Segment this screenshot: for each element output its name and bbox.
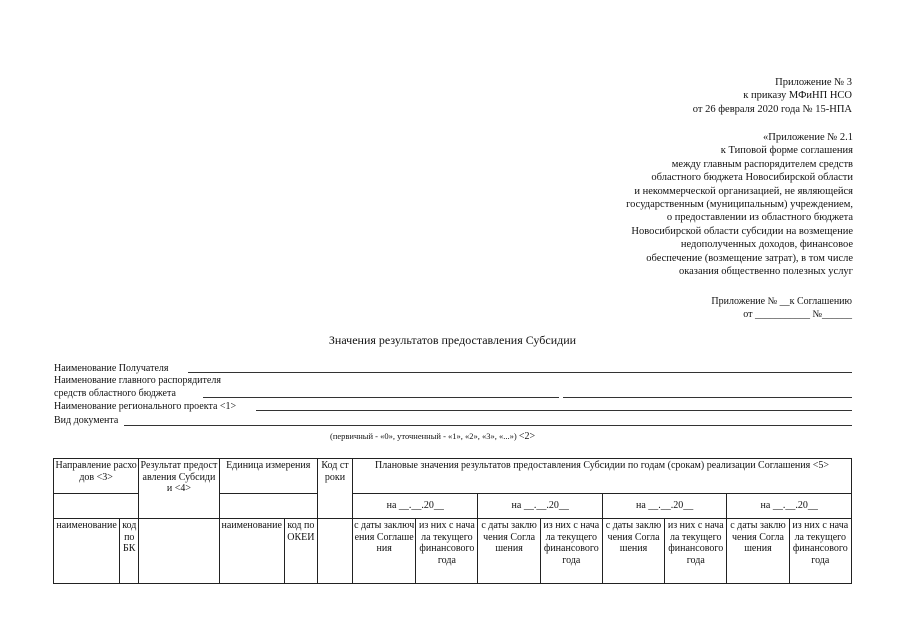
header-unit-name: наименование bbox=[219, 519, 284, 584]
appendix-line: между главным распорядителем средств bbox=[671, 158, 853, 170]
header-period-4: на __.__.20__ bbox=[727, 494, 852, 519]
header-from-date-4: с даты заключения Соглашения bbox=[727, 519, 789, 584]
header-unit-spacer bbox=[219, 494, 317, 519]
doc-type-note-text: (первичный - «0», уточненный - «1», «2», «3», «...») bbox=[330, 431, 517, 441]
document-title: Значения результатов предоставления Субсидии bbox=[328, 333, 577, 347]
doc-type-label: Вид документа bbox=[54, 415, 119, 426]
doc-type-note bbox=[330, 431, 535, 442]
header-unit-code-okei: код по ОКЕИ bbox=[284, 519, 317, 584]
agreement-line-1: Приложение № __к Соглашению bbox=[711, 296, 852, 307]
appendix-line: и некоммерческой организацией, не являющейся bbox=[634, 185, 853, 197]
agreement-attachment-header bbox=[711, 295, 852, 321]
table-header-row-3 bbox=[54, 519, 852, 584]
header-from-year-3: из них с начала текущего финансового года bbox=[665, 519, 727, 584]
project-field-line bbox=[256, 410, 852, 411]
header-line-code-body bbox=[317, 519, 352, 584]
order-line-2: к приказу МФиНП НСО bbox=[743, 90, 852, 102]
doc-type-note-ref: <2> bbox=[518, 431, 536, 442]
appendix-line: Новосибирской области субсидии на возмещение bbox=[631, 225, 853, 237]
header-result: Результат предоставления Субсидии <4> bbox=[139, 459, 219, 519]
header-from-date-1: с даты заключения Соглашения bbox=[353, 519, 416, 584]
order-attachment-header bbox=[693, 76, 852, 116]
appendix-line: недополученных доходов, финансовое bbox=[680, 239, 853, 251]
manager-field-line-2 bbox=[563, 397, 852, 398]
header-from-year-4: из них с начала текущего финансового года bbox=[789, 519, 851, 584]
appendix-line: обеспечение (возмещение затрат), в том числе bbox=[646, 252, 853, 264]
header-direction: Направление расходов <3> bbox=[54, 459, 139, 494]
header-direction-spacer bbox=[54, 494, 139, 519]
manager-label-line-2: средств областного бюджета bbox=[54, 388, 176, 399]
table-header-row-1 bbox=[54, 459, 852, 494]
results-table bbox=[53, 458, 852, 584]
header-line-code: Код строки bbox=[317, 459, 352, 519]
agreement-line-2: от ___________ №______ bbox=[743, 309, 852, 320]
header-period-2: на __.__.20__ bbox=[478, 494, 602, 519]
header-from-year-2: из них с начала текущего финансового года bbox=[540, 519, 602, 584]
header-direction-code-bk: код по БК bbox=[120, 519, 139, 584]
appendix-header bbox=[626, 131, 853, 278]
appendix-line: «Приложение № 2.1 bbox=[763, 132, 853, 143]
header-unit: Единица измерения bbox=[219, 459, 317, 494]
header-direction-name: наименование bbox=[54, 519, 120, 584]
manager-field-line bbox=[203, 397, 559, 398]
order-line-1: Приложение № 3 bbox=[775, 77, 852, 88]
manager-label-line-1: Наименование главного распорядителя bbox=[54, 375, 221, 386]
appendix-line: о предоставлении из областного бюджета bbox=[666, 212, 853, 224]
header-from-year-1: из них с начала текущего финансового года bbox=[416, 519, 478, 584]
header-period-1: на __.__.20__ bbox=[353, 494, 478, 519]
header-plan-values: Плановые значения результатов предоставления Субсидии по годам (срокам) реализации Соглашения <5> bbox=[353, 459, 852, 494]
appendix-line: областного бюджета Новосибирской области bbox=[651, 172, 853, 184]
header-result-body bbox=[139, 519, 219, 584]
project-label: Наименование регионального проекта <1> bbox=[54, 401, 237, 412]
order-line-3: от 26 февраля 2020 года № 15-НПА bbox=[692, 103, 852, 115]
appendix-line: к Типовой форме соглашения bbox=[720, 145, 853, 157]
header-from-date-3: с даты заключения Соглашения bbox=[602, 519, 664, 584]
appendix-line: оказания общественно полезных услуг bbox=[678, 266, 853, 278]
header-period-3: на __.__.20__ bbox=[602, 494, 726, 519]
recipient-field-line bbox=[188, 372, 852, 373]
appendix-line: государственным (муниципальным) учреждением, bbox=[626, 199, 853, 211]
header-from-date-2: с даты заключения Соглашения bbox=[478, 519, 540, 584]
recipient-label: Наименование Получателя bbox=[54, 363, 169, 374]
doc-type-field-line bbox=[124, 425, 852, 426]
